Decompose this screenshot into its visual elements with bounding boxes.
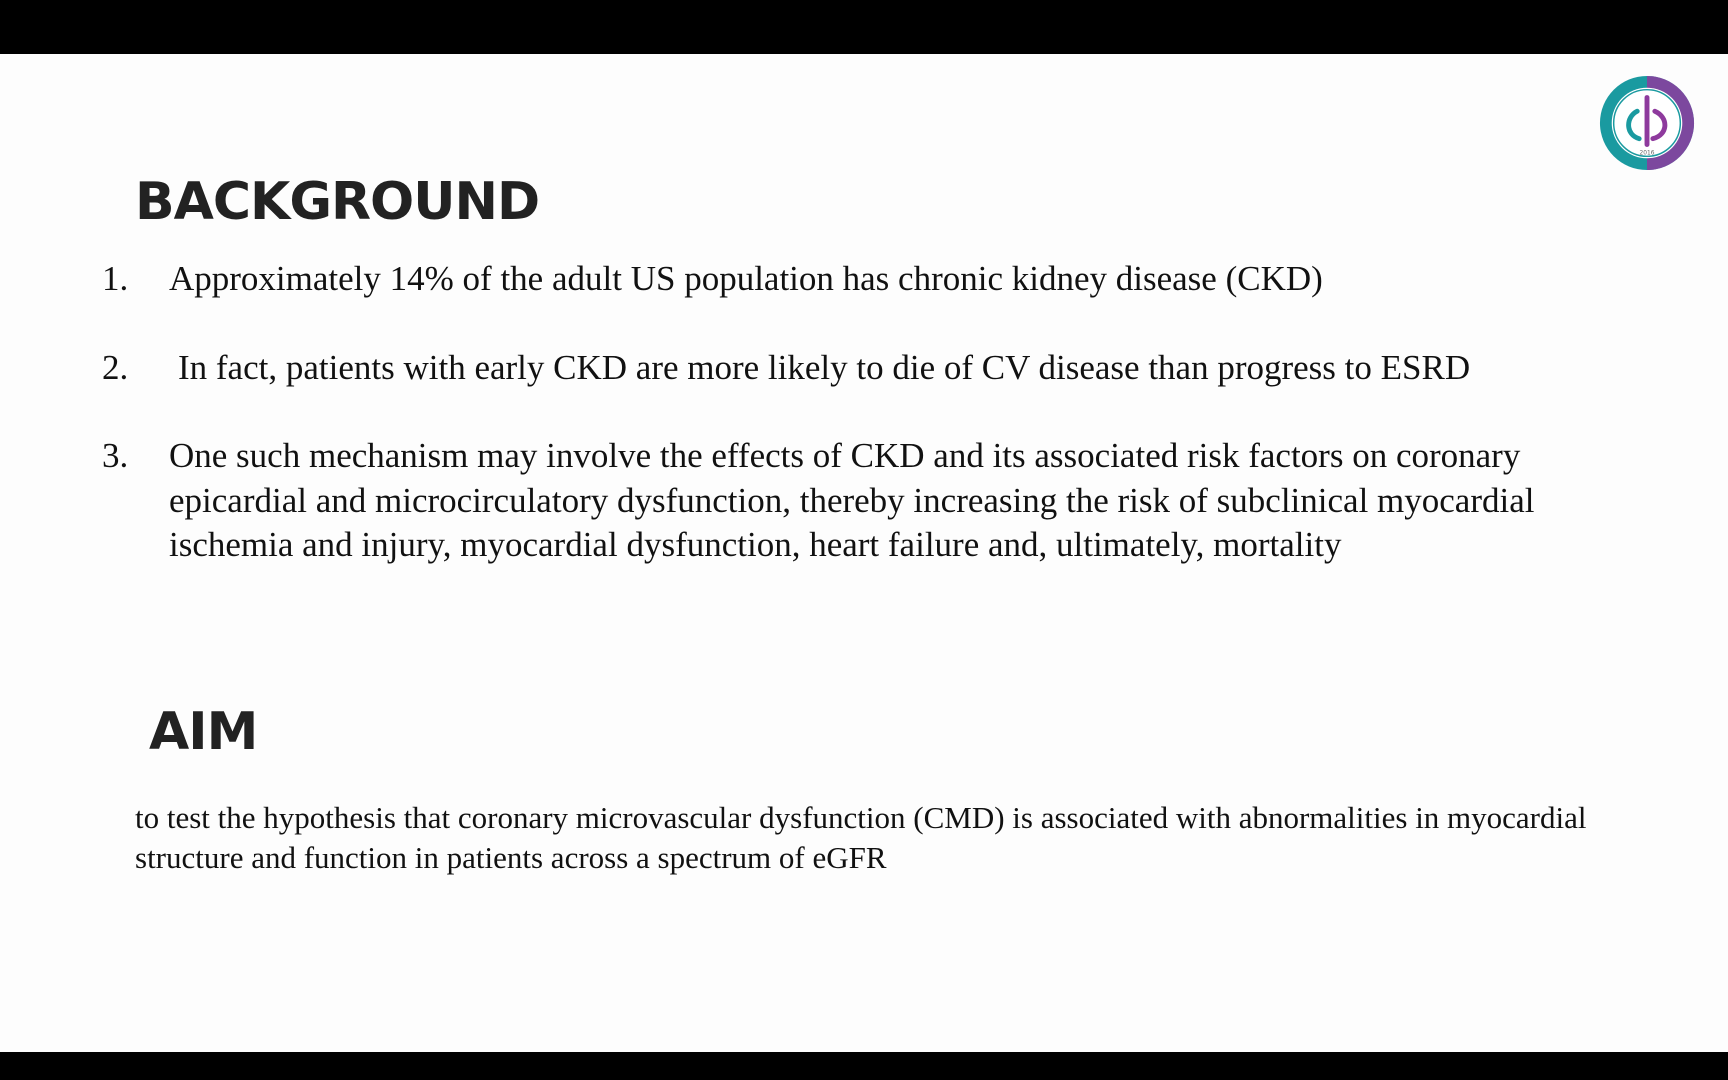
letterbox-top <box>0 0 1728 54</box>
background-heading: BACKGROUND <box>135 172 540 232</box>
logo-year: 2016 <box>1639 150 1655 157</box>
aim-heading: AIM <box>149 702 258 762</box>
list-item <box>100 346 1660 391</box>
background-list <box>100 257 1660 612</box>
aim-text: to test the hypothesis that coronary microvascular dysfunction (CMD) is associated with abnormalities in myocardial structure and function in patients across a spectrum of eGFR <box>135 800 1587 875</box>
presentation-slide <box>0 54 1728 1052</box>
letterbox-bottom <box>0 1052 1728 1080</box>
list-item-text: One such mechanism may involve the effects of CKD and its associated risk factors on coronary epicardial and microcirculatory dysfunction, thereby increasing the risk of subclinical myocardial ischemia and injury, myocardial dysfunction, heart failure and, ultimately, mortality <box>169 436 1535 564</box>
list-item-number: 1. <box>102 259 129 298</box>
list-item-text: In fact, patients with early CKD are more likely to die of CV disease than progress to ESRD <box>178 347 1471 387</box>
list-item <box>100 434 1660 568</box>
list-item-text: Approximately 14% of the adult US population has chronic kidney disease (CKD) <box>169 259 1323 298</box>
institution-seal-icon <box>1598 74 1696 172</box>
list-item <box>100 257 1660 302</box>
list-item-number: 3. <box>102 436 129 475</box>
list-item-number: 2. <box>102 347 129 387</box>
